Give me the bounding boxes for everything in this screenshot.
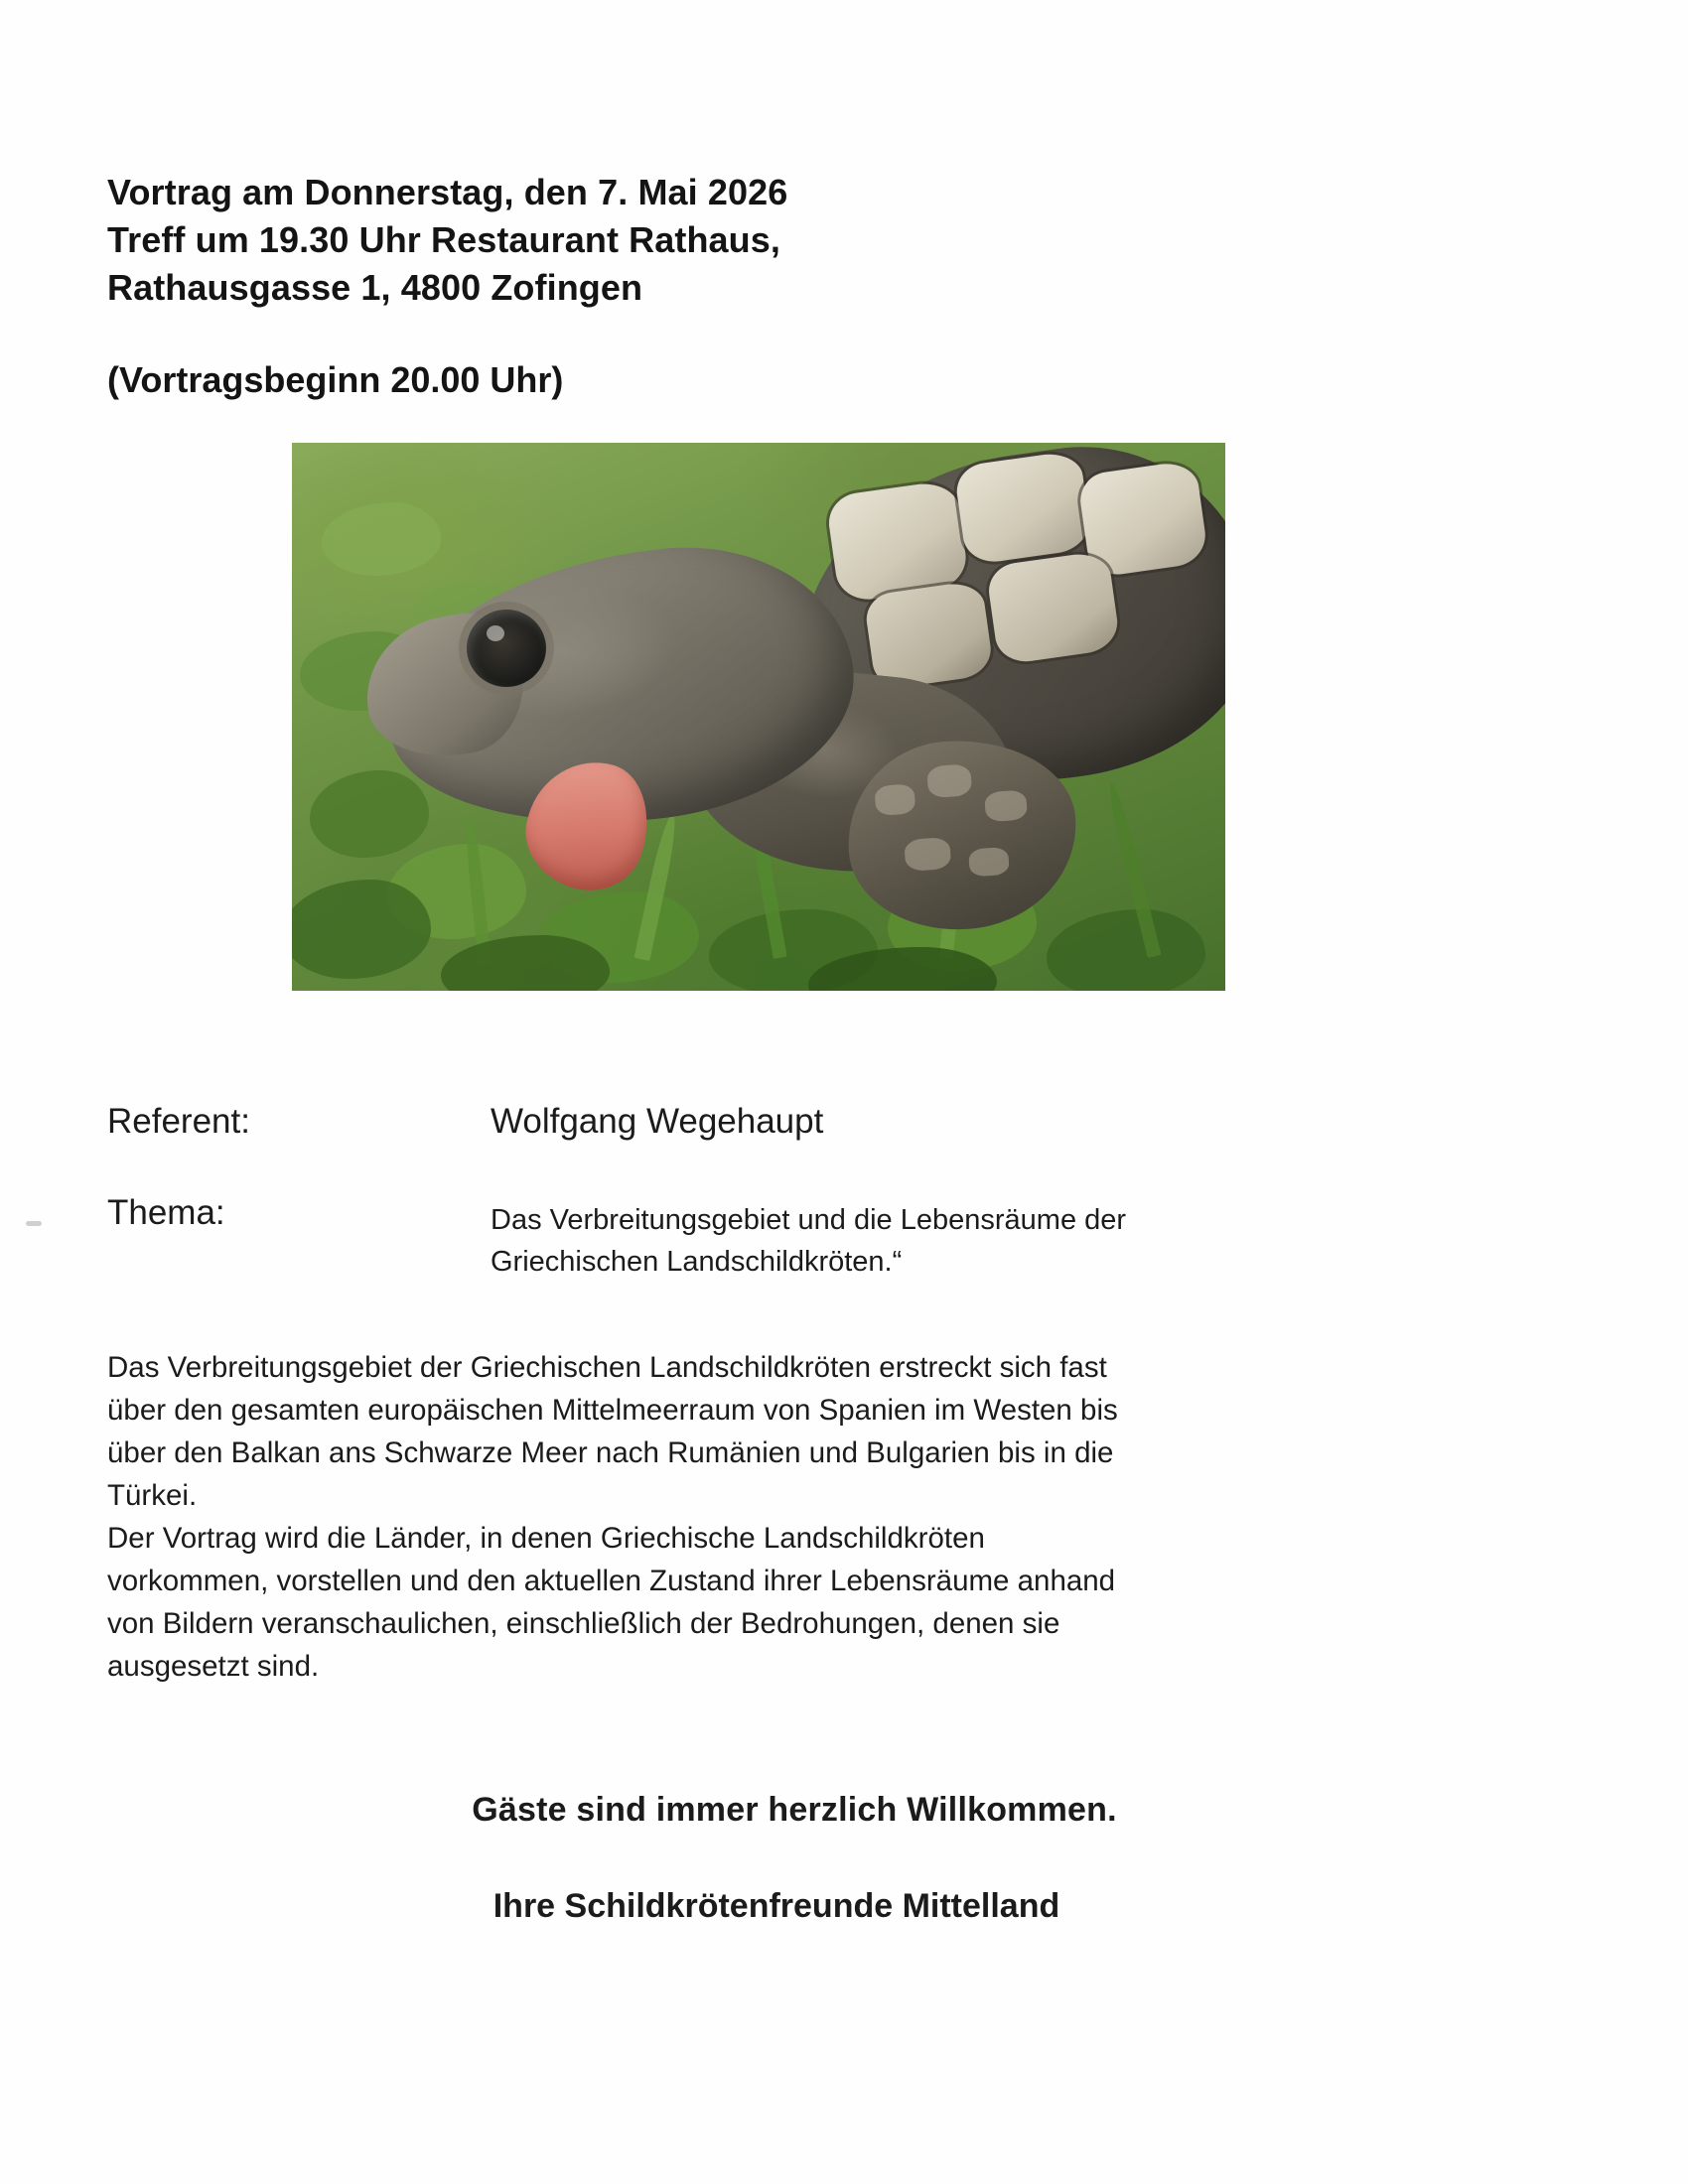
description-line-5: Der Vortrag wird die Länder, in denen Griechische Landschildkröten: [107, 1521, 985, 1555]
event-heading-line-2: Treff um 19.30 Uhr Restaurant Rathaus,: [107, 218, 780, 260]
description-line-8: ausgesetzt sind.: [107, 1650, 320, 1684]
event-heading-line-3: Rathausgasse 1, 4800 Zofingen: [107, 266, 643, 308]
description-paragraph: [107, 1346, 1517, 1689]
event-details: [107, 1102, 1517, 1283]
leg-scale: [926, 763, 972, 798]
topic-label: Thema:: [107, 1192, 225, 1232]
event-heading: [107, 169, 1517, 312]
tortoise-photo-image: [292, 443, 1225, 991]
speaker-label: Referent:: [107, 1101, 250, 1141]
leg-scale: [968, 846, 1010, 877]
club-signature: Ihre Schildkrötenfreunde Mittelland: [492, 1887, 1060, 1926]
speaker-row: [107, 1102, 1517, 1142]
description-line-3: über den Balkan ans Schwarze Meer nach Rumänien und Bulgarien bis in die: [107, 1435, 1114, 1469]
tortoise-photo: [292, 443, 1225, 991]
scan-artifact: [26, 1221, 42, 1226]
leg-scale: [904, 837, 951, 872]
event-start-time: (Vortragsbeginn 20.00 Uhr): [107, 358, 564, 400]
description-line-7: von Bildern veranschaulichen, einschließlich der Bedrohungen, denen sie: [107, 1607, 1060, 1641]
tortoise-eye: [467, 610, 546, 687]
topic-text: [491, 1193, 1126, 1283]
description-line-2: über den gesamten europäischen Mittelmeerraum von Spanien im Westen bis: [107, 1393, 1118, 1427]
speaker-name: Wolfgang Wegehaupt: [491, 1101, 824, 1141]
shell-scute: [985, 550, 1121, 665]
topic-row: [107, 1193, 1517, 1283]
tortoise-eye-highlight: [487, 625, 504, 641]
topic-text-line-1: Das Verbreitungsgebiet und die Lebensräume der: [491, 1203, 1127, 1236]
description-line-4: Türkei.: [107, 1478, 198, 1512]
topic-text-line-2: Griechischen Landschildkröten.“: [491, 1245, 903, 1278]
shell-scute: [953, 450, 1093, 566]
event-heading-line-1: Vortrag am Donnerstag, den 7. Mai 2026: [107, 172, 788, 212]
shell-scute: [863, 580, 994, 691]
description-line-6: vorkommen, vorstellen und den aktuellen Zustand ihrer Lebensräume anhand: [107, 1565, 1116, 1598]
welcome-message: Gäste sind immer herzlich Willkommen.: [472, 1791, 1117, 1830]
description-text: [107, 1346, 1517, 1689]
description-line-1: Das Verbreitungsgebiet der Griechischen Landschildkröten erstreckt sich fast: [107, 1350, 1107, 1384]
closing-block: [107, 1791, 1517, 1926]
document-content: [107, 169, 1517, 1926]
leg-scale: [874, 783, 915, 816]
leg-scale: [984, 789, 1028, 822]
